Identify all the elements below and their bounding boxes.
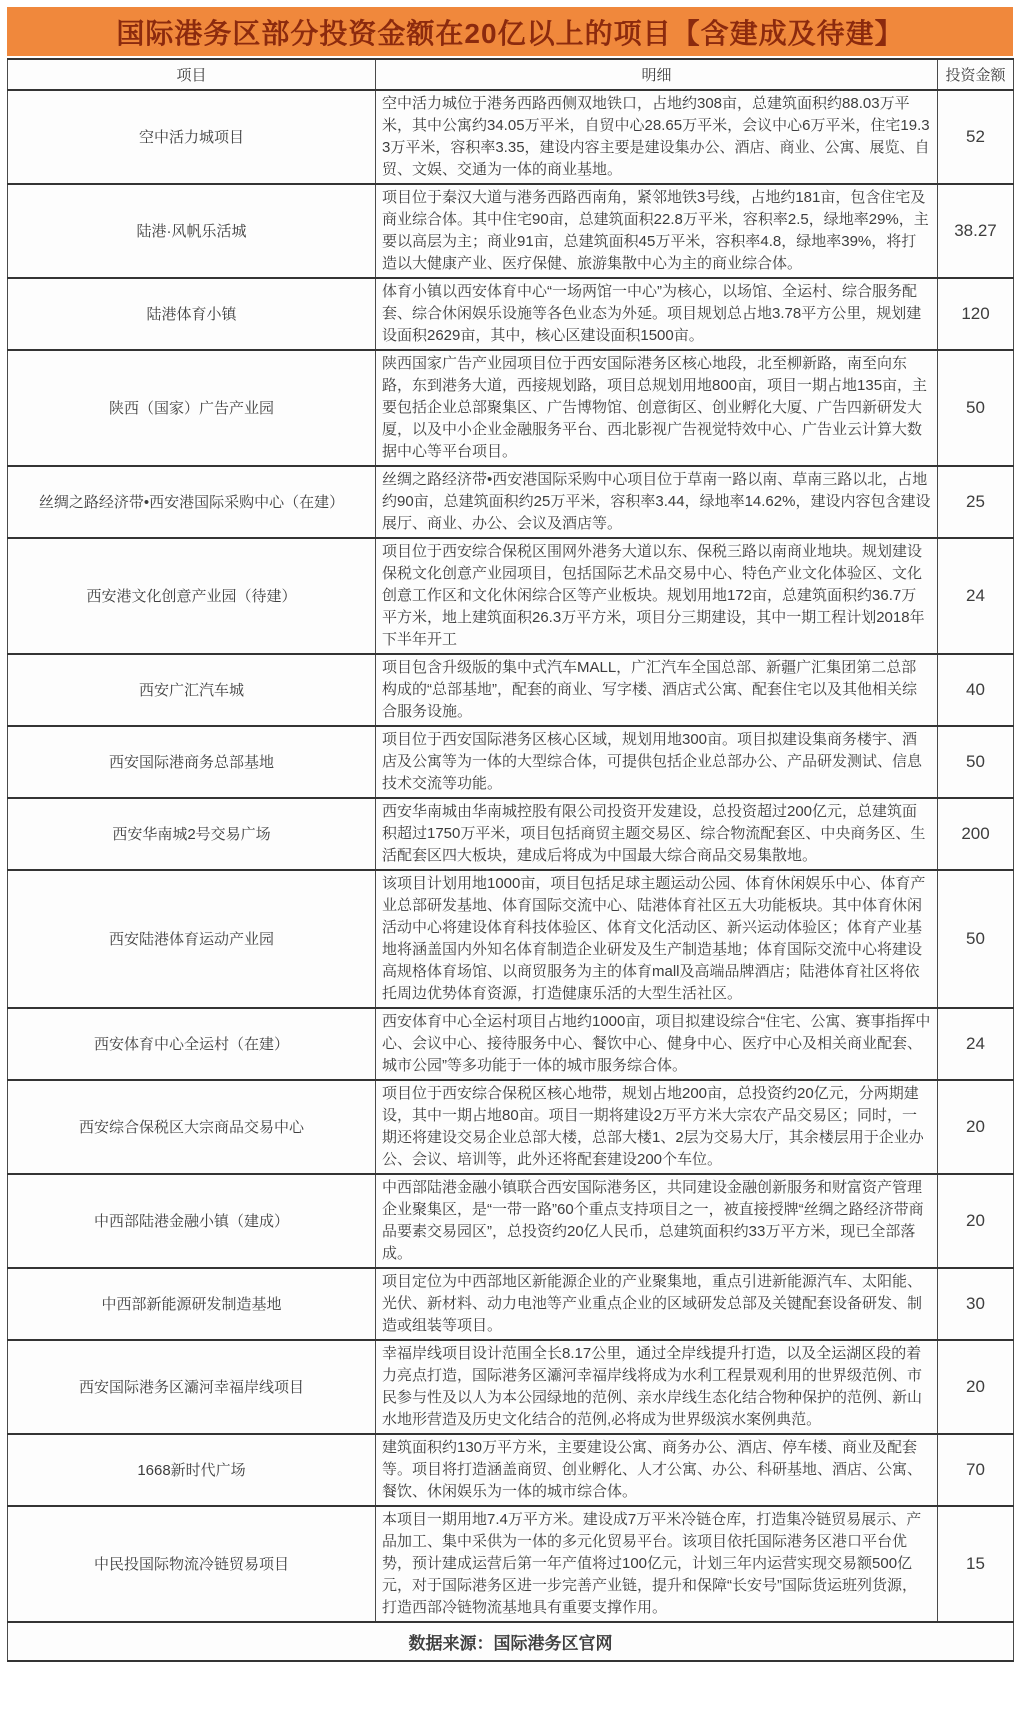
investment-amount-cell: 15 (938, 1506, 1014, 1622)
table-row (8, 1506, 1014, 1622)
project-name-cell: 空中活力城项目 (8, 90, 376, 184)
header-row (8, 59, 1014, 90)
project-detail-cell: 体育小镇以西安体育中心“一场两馆一中心”为核心，以场馆、全运村、综合服务配套、综合休闲娱乐设施等各色业态为外延。项目规划总占地3.78平方公里，规划建设面积2629亩，其中，核心区建设面积1500亩。 (376, 278, 938, 350)
column-header-amount: 投资金额 (938, 59, 1014, 90)
project-detail-cell: 项目位于秦汉大道与港务西路西南角，紧邻地铁3号线，占地约181亩，包含住宅及商业综合体。其中住宅90亩，总建筑面积22.8万平米，容积率2.5，绿地率29%，主要以高层为主；商业91亩，总建筑面积45万平米，容积率4.8，绿地率39%，将打造以大健康产业、医疗保健、旅游集散中心为主的商业综合体。 (376, 184, 938, 278)
projects-table (7, 58, 1014, 1662)
column-header-project: 项目 (8, 59, 376, 90)
table-row (8, 466, 1014, 538)
table-row (8, 278, 1014, 350)
project-name-cell: 西安体育中心全运村（在建） (8, 1008, 376, 1080)
investment-amount-cell: 20 (938, 1340, 1014, 1434)
project-detail-cell: 幸福岸线项目设计范围全长8.17公里，通过全岸线提升打造，以及全运湖区段的着力亮点打造，国际港务区灞河幸福岸线将成为水利工程景观利用的世界级范例、市民参与性及以人为本公园绿地的范例、亲水岸线生态化结合物种保护的范例、新山水地形营造及历史文化结合的范例,必将成为世界级滨水案例典范。 (376, 1340, 938, 1434)
project-name-cell: 1668新时代广场 (8, 1434, 376, 1506)
table-body (8, 90, 1014, 1622)
investment-amount-cell: 24 (938, 1008, 1014, 1080)
project-name-cell: 西安国际港务区灞河幸福岸线项目 (8, 1340, 376, 1434)
project-name-cell: 中西部新能源研发制造基地 (8, 1268, 376, 1340)
project-name-cell: 西安国际港商务总部基地 (8, 726, 376, 798)
data-source: 数据来源：国际港务区官网 (8, 1622, 1014, 1661)
project-name-cell: 西安陆港体育运动产业园 (8, 870, 376, 1008)
project-detail-cell: 空中活力城位于港务西路西侧双地铁口，占地约308亩，总建筑面积约88.03万平米，其中公寓约34.05万平米，自贸中心28.65万平米，会议中心6万平米，住宅19.33万平米，容积率3.35，建设内容主要是建设集办公、酒店、商业、公寓、展览、自贸、文娱、交通为一体的商业基地。 (376, 90, 938, 184)
project-detail-cell: 该项目计划用地1000亩，项目包括足球主题运动公园、体育休闲娱乐中心、体育产业总部研发基地、体育国际交流中心、陆港体育社区五大功能板块。其中体育休闲活动中心将建设体育科技体验区、体育文化活动区、新兴运动体验区；体育产业基地将涵盖国内外知名体育制造企业研发及生产制造基地；体育国际交流中心将建设高规格体育场馆、以商贸服务为主的体育mall及高端品牌酒店；陆港体育社区将依托周边优势体育资源，打造健康乐活的大型生活社区。 (376, 870, 938, 1008)
project-detail-cell: 项目位于西安综合保税区核心地带，规划占地200亩，总投资约20亿元，分两期建设，其中一期占地80亩。项目一期将建设2万平方米大宗农产品交易区；同时，一期还将建设交易企业总部大楼，总部大楼1、2层为交易大厅，其余楼层用于企业办公、会议、培训等，此外还将配套建设200个车位。 (376, 1080, 938, 1174)
investment-amount-cell: 20 (938, 1080, 1014, 1174)
column-header-detail: 明细 (376, 59, 938, 90)
project-detail-cell: 陕西国家广告产业园项目位于西安国际港务区核心地段，北至柳新路，南至向东路，东到港务大道，西接规划路，项目总规划用地800亩，项目一期占地135亩，主要包括企业总部聚集区、广告博物馆、创意街区、创业孵化大厦、广告四新研发大厦，以及中小企业金融服务平台、西北影视广告视觉特效中心、广告业云计算大数据中心等平台项目。 (376, 350, 938, 466)
table-row (8, 726, 1014, 798)
investment-amount-cell: 70 (938, 1434, 1014, 1506)
project-name-cell: 陆港·风帆乐活城 (8, 184, 376, 278)
table-row (8, 1080, 1014, 1174)
project-detail-cell: 西安华南城由华南城控股有限公司投资开发建设，总投资超过200亿元，总建筑面积超过1750万平米，项目包括商贸主题交易区、综合物流配套区、中央商务区、生活配套区四大板块，建成后将成为中国最大综合商品交易集散地。 (376, 798, 938, 870)
project-name-cell: 中西部陆港金融小镇（建成） (8, 1174, 376, 1268)
project-name-cell: 丝绸之路经济带•西安港国际采购中心（在建） (8, 466, 376, 538)
investment-amount-cell: 50 (938, 726, 1014, 798)
project-name-cell: 西安港文化创意产业园（待建） (8, 538, 376, 654)
project-detail-cell: 中西部陆港金融小镇联合西安国际港务区，共同建设金融创新服务和财富资产管理企业聚集区，是“一带一路”60个重点支持项目之一，被直接授牌“丝绸之路经济带商品要素交易园区”，总投资约20亿人民币，总建筑面积约33万平方米，现已全部落成。 (376, 1174, 938, 1268)
footer-row (8, 1622, 1014, 1661)
table-row (8, 1268, 1014, 1340)
table-row (8, 350, 1014, 466)
project-name-cell: 陕西（国家）广告产业园 (8, 350, 376, 466)
investment-amount-cell: 50 (938, 350, 1014, 466)
project-detail-cell: 西安体育中心全运村项目占地约1000亩，项目拟建设综合“住宅、公寓、赛事指挥中心、会议中心、接待服务中心、餐饮中心、健身中心、医疗中心及相关商业配套、城市公园”等多功能于一体的城市服务综合体。 (376, 1008, 938, 1080)
page-title: 国际港务区部分投资金额在20亿以上的项目【含建成及待建】 (116, 17, 904, 49)
project-name-cell: 西安综合保税区大宗商品交易中心 (8, 1080, 376, 1174)
table-row (8, 870, 1014, 1008)
table-row (8, 654, 1014, 726)
project-detail-cell: 项目位于西安国际港务区核心区域，规划用地300亩。项目拟建设集商务楼宇、酒店及公寓等为一体的大型综合体，可提供包括企业总部办公、产品研发测试、信息技术交流等功能。 (376, 726, 938, 798)
table-footer (8, 1622, 1014, 1661)
project-detail-cell: 项目位于西安综合保税区围网外港务大道以东、保税三路以南商业地块。规划建设保税文化创意产业园项目，包括国际艺术品交易中心、特色产业文化体验区、文化创意工作区和文化休闲综合区等产业板块。规划用地172亩，总建筑面积约36.7万平方米，地上建筑面积26.3万平方米，项目分三期建设，其中一期工程计划2018年下半年开工 (376, 538, 938, 654)
investment-amount-cell: 52 (938, 90, 1014, 184)
title-bar (7, 7, 1013, 56)
table-row (8, 90, 1014, 184)
table-row (8, 798, 1014, 870)
project-name-cell: 中民投国际物流冷链贸易项目 (8, 1506, 376, 1622)
project-name-cell: 西安华南城2号交易广场 (8, 798, 376, 870)
project-name-cell: 陆港体育小镇 (8, 278, 376, 350)
table-row (8, 1008, 1014, 1080)
investment-amount-cell: 25 (938, 466, 1014, 538)
project-detail-cell: 项目包含升级版的集中式汽车MALL，广汇汽车全国总部、新疆广汇集团第二总部构成的“总部基地”，配套的商业、写字楼、酒店式公寓、配套住宅以及其他相关综合服务设施。 (376, 654, 938, 726)
table-row (8, 1174, 1014, 1268)
table-row (8, 184, 1014, 278)
table-row (8, 1434, 1014, 1506)
table-row (8, 1340, 1014, 1434)
investment-amount-cell: 38.27 (938, 184, 1014, 278)
investment-amount-cell: 200 (938, 798, 1014, 870)
investment-amount-cell: 50 (938, 870, 1014, 1008)
project-name-cell: 西安广汇汽车城 (8, 654, 376, 726)
investment-amount-cell: 40 (938, 654, 1014, 726)
project-detail-cell: 建筑面积约130万平方米，主要建设公寓、商务办公、酒店、停车楼、商业及配套等。项目将打造涵盖商贸、创业孵化、人才公寓、办公、科研基地、酒店、公寓、餐饮、休闲娱乐为一体的城市综合体。 (376, 1434, 938, 1506)
project-detail-cell: 项目定位为中西部地区新能源企业的产业聚集地，重点引进新能源汽车、太阳能、光伏、新材料、动力电池等产业重点企业的区域研发总部及关键配套设备研发、制造或组装等项目。 (376, 1268, 938, 1340)
table-row (8, 538, 1014, 654)
investment-amount-cell: 30 (938, 1268, 1014, 1340)
project-detail-cell: 本项目一期用地7.4万平方米。建设成7万平米冷链仓库，打造集冷链贸易展示、产品加工、集中采供为一体的多元化贸易平台。该项目依托国际港务区港口平台优势，预计建成运营后第一年产值将过100亿元，计划三年内运营实现交易额500亿元，对于国际港务区进一步完善产业链，提升和保障“长安号”国际货运班列货源，打造西部冷链物流基地具有重要支撑作用。 (376, 1506, 938, 1622)
investment-amount-cell: 24 (938, 538, 1014, 654)
investment-amount-cell: 120 (938, 278, 1014, 350)
table-header (8, 59, 1014, 90)
investment-amount-cell: 20 (938, 1174, 1014, 1268)
project-detail-cell: 丝绸之路经济带•西安港国际采购中心项目位于草南一路以南、草南三路以北，占地约90亩，总建筑面积约25万平米，容积率3.44，绿地率14.62%，建设内容包含建设展厅、商业、办公、会议及酒店等。 (376, 466, 938, 538)
